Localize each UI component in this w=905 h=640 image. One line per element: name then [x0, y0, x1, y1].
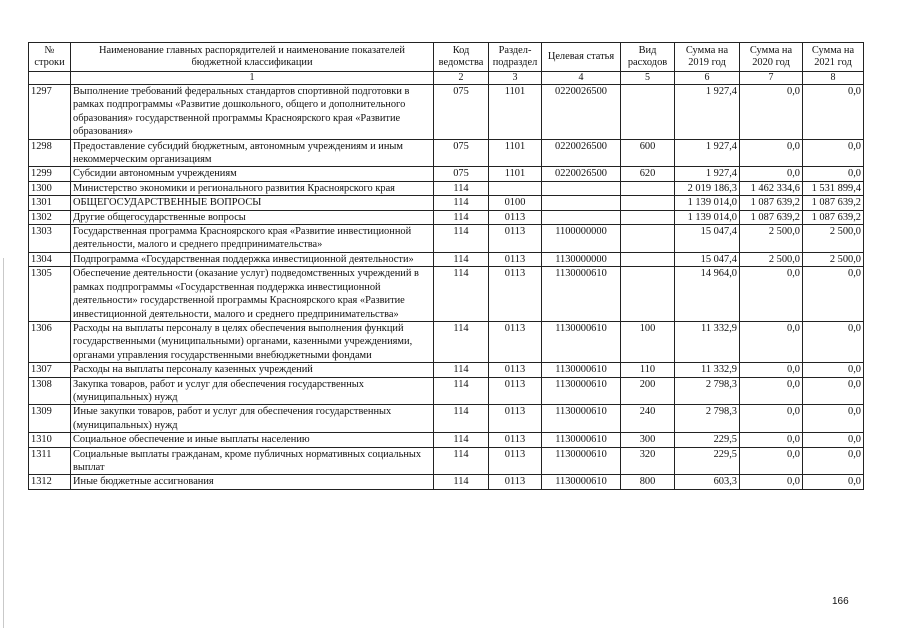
- sum-2020-cell: 0,0: [740, 475, 803, 489]
- table-row: [29, 267, 864, 322]
- header-sum-2019: Сумма на 2019 год: [675, 43, 740, 72]
- target-item-cell: [542, 196, 621, 210]
- target-item-cell: 1130000610: [542, 377, 621, 405]
- row-number-cell: 1297: [29, 85, 71, 140]
- table-row: [29, 433, 864, 447]
- table-row: [29, 181, 864, 195]
- section-cell: 0113: [489, 447, 542, 475]
- header-name: Наименование главных распорядителей и наименование показателей бюджетной классификации: [71, 43, 434, 72]
- sum-2019-cell: 14 964,0: [675, 267, 740, 322]
- table-row: [29, 252, 864, 266]
- table-row: [29, 377, 864, 405]
- sum-2020-cell: 0,0: [740, 139, 803, 167]
- expense-kind-cell: 100: [621, 321, 675, 362]
- row-number-cell: 1310: [29, 433, 71, 447]
- table-row: [29, 363, 864, 377]
- department-code-cell: 114: [434, 405, 489, 433]
- sum-2021-cell: 0,0: [803, 405, 864, 433]
- sum-2021-cell: 1 087 639,2: [803, 196, 864, 210]
- target-item-cell: 1130000610: [542, 267, 621, 322]
- department-code-cell: 075: [434, 85, 489, 140]
- sum-2020-cell: 0,0: [740, 167, 803, 181]
- expense-kind-cell: 800: [621, 475, 675, 489]
- sum-2019-cell: 229,5: [675, 433, 740, 447]
- sum-2021-cell: 2 500,0: [803, 252, 864, 266]
- expense-kind-cell: 110: [621, 363, 675, 377]
- section-cell: 0113: [489, 363, 542, 377]
- section-cell: 0100: [489, 196, 542, 210]
- row-name-cell: Государственная программа Красноярского края «Развитие инвестиционной деятельности, малого и среднего предпринимательства»: [71, 225, 434, 253]
- sum-2020-cell: 1 087 639,2: [740, 196, 803, 210]
- table-row: [29, 475, 864, 489]
- target-item-cell: 1130000610: [542, 475, 621, 489]
- row-name-cell: Предоставление субсидий бюджетным, автономным учреждениям и иным некоммерческим организациям: [71, 139, 434, 167]
- row-name-cell: Расходы на выплаты персоналу казенных учреждений: [71, 363, 434, 377]
- table-body: [29, 85, 864, 490]
- row-name-cell: Иные закупки товаров, работ и услуг для обеспечения государственных (муниципальных) нужд: [71, 405, 434, 433]
- sum-2021-cell: 0,0: [803, 433, 864, 447]
- section-cell: 0113: [489, 377, 542, 405]
- target-item-cell: 1130000610: [542, 433, 621, 447]
- column-number: 5: [621, 72, 675, 85]
- row-number-cell: 1307: [29, 363, 71, 377]
- expense-kind-cell: 620: [621, 167, 675, 181]
- expense-kind-cell: 320: [621, 447, 675, 475]
- row-name-cell: Субсидии автономным учреждениям: [71, 167, 434, 181]
- department-code-cell: 114: [434, 363, 489, 377]
- row-name-cell: ОБЩЕГОСУДАРСТВЕННЫЕ ВОПРОСЫ: [71, 196, 434, 210]
- sum-2019-cell: 11 332,9: [675, 321, 740, 362]
- page-number: 166: [832, 596, 849, 607]
- sum-2020-cell: 0,0: [740, 447, 803, 475]
- section-cell: 0113: [489, 225, 542, 253]
- sum-2019-cell: 15 047,4: [675, 225, 740, 253]
- target-item-cell: 1130000610: [542, 405, 621, 433]
- sum-2020-cell: 0,0: [740, 405, 803, 433]
- sum-2019-cell: 1 139 014,0: [675, 196, 740, 210]
- sum-2019-cell: 2 798,3: [675, 405, 740, 433]
- expense-kind-cell: [621, 85, 675, 140]
- sum-2019-cell: 1 139 014,0: [675, 210, 740, 224]
- table-header-row: [29, 43, 864, 72]
- header-sum-2020: Сумма на 2020 год: [740, 43, 803, 72]
- department-code-cell: 075: [434, 167, 489, 181]
- section-cell: 0113: [489, 210, 542, 224]
- target-item-cell: 0220026500: [542, 85, 621, 140]
- row-number-cell: 1309: [29, 405, 71, 433]
- department-code-cell: 114: [434, 252, 489, 266]
- scan-edge-line: [3, 258, 4, 628]
- sum-2020-cell: 2 500,0: [740, 252, 803, 266]
- section-cell: 1101: [489, 85, 542, 140]
- sum-2021-cell: 1 531 899,4: [803, 181, 864, 195]
- department-code-cell: 075: [434, 139, 489, 167]
- row-name-cell: Подпрограмма «Государственная поддержка инвестиционной деятельности»: [71, 252, 434, 266]
- header-department-code: Код ведомства: [434, 43, 489, 72]
- sum-2019-cell: 229,5: [675, 447, 740, 475]
- expense-kind-cell: 200: [621, 377, 675, 405]
- target-item-cell: 1130000610: [542, 363, 621, 377]
- expense-kind-cell: [621, 196, 675, 210]
- section-cell: 1101: [489, 167, 542, 181]
- budget-table: [28, 42, 864, 490]
- header-sum-2021: Сумма на 2021 год: [803, 43, 864, 72]
- table-row: [29, 210, 864, 224]
- department-code-cell: 114: [434, 321, 489, 362]
- sum-2020-cell: 0,0: [740, 363, 803, 377]
- row-number-cell: 1302: [29, 210, 71, 224]
- expense-kind-cell: [621, 252, 675, 266]
- row-name-cell: Социальное обеспечение и иные выплаты населению: [71, 433, 434, 447]
- row-number-cell: 1298: [29, 139, 71, 167]
- sum-2020-cell: 0,0: [740, 267, 803, 322]
- row-number-cell: 1305: [29, 267, 71, 322]
- column-number: 3: [489, 72, 542, 85]
- column-number: 8: [803, 72, 864, 85]
- target-item-cell: 1130000610: [542, 321, 621, 362]
- sum-2021-cell: 0,0: [803, 85, 864, 140]
- sum-2021-cell: 0,0: [803, 321, 864, 362]
- section-cell: 0113: [489, 475, 542, 489]
- sum-2020-cell: 0,0: [740, 433, 803, 447]
- sum-2019-cell: 2 019 186,3: [675, 181, 740, 195]
- header-target-item: Целевая статья: [542, 43, 621, 72]
- column-number: 2: [434, 72, 489, 85]
- section-cell: 0113: [489, 267, 542, 322]
- sum-2020-cell: 1 462 334,6: [740, 181, 803, 195]
- column-number-1-spacer: [29, 72, 71, 85]
- target-item-cell: 1130000000: [542, 252, 621, 266]
- column-number: 1: [71, 72, 434, 85]
- row-number-cell: 1308: [29, 377, 71, 405]
- target-item-cell: [542, 210, 621, 224]
- sum-2019-cell: 2 798,3: [675, 377, 740, 405]
- sum-2021-cell: 0,0: [803, 447, 864, 475]
- section-cell: 0113: [489, 433, 542, 447]
- department-code-cell: 114: [434, 181, 489, 195]
- row-number-cell: 1304: [29, 252, 71, 266]
- row-name-cell: Обеспечение деятельности (оказание услуг) подведомственных учреждений в рамках подпрограммы «Государственная поддержка инвестиционной деятельности» государственной программы Красноярского края «Развитие инвестиционной деятельности, малого и среднего предпринимательства»: [71, 267, 434, 322]
- sum-2021-cell: 1 087 639,2: [803, 210, 864, 224]
- row-number-cell: 1306: [29, 321, 71, 362]
- table-row: [29, 196, 864, 210]
- target-item-cell: 1130000610: [542, 447, 621, 475]
- sum-2021-cell: 0,0: [803, 377, 864, 405]
- target-item-cell: 0220026500: [542, 167, 621, 181]
- row-number-cell: 1301: [29, 196, 71, 210]
- sum-2021-cell: 0,0: [803, 139, 864, 167]
- target-item-cell: 0220026500: [542, 139, 621, 167]
- row-name-cell: Расходы на выплаты персоналу в целях обеспечения выполнения функций государственными (муниципальными) органами, казенными учреждениями, органами управления государственными внебюджетными фондами: [71, 321, 434, 362]
- table-row: [29, 321, 864, 362]
- section-cell: 1101: [489, 139, 542, 167]
- department-code-cell: 114: [434, 447, 489, 475]
- department-code-cell: 114: [434, 377, 489, 405]
- row-number-cell: 1300: [29, 181, 71, 195]
- sum-2019-cell: 1 927,4: [675, 139, 740, 167]
- row-name-cell: Другие общегосударственные вопросы: [71, 210, 434, 224]
- expense-kind-cell: 600: [621, 139, 675, 167]
- target-item-cell: 1100000000: [542, 225, 621, 253]
- table-row: [29, 447, 864, 475]
- sum-2020-cell: 1 087 639,2: [740, 210, 803, 224]
- row-name-cell: Министерство экономики и регионального развития Красноярского края: [71, 181, 434, 195]
- table-row: [29, 405, 864, 433]
- expense-kind-cell: 300: [621, 433, 675, 447]
- column-number: 7: [740, 72, 803, 85]
- section-cell: 0113: [489, 321, 542, 362]
- expense-kind-cell: [621, 210, 675, 224]
- department-code-cell: 114: [434, 267, 489, 322]
- header-section: Раздел-подраздел: [489, 43, 542, 72]
- table-row: [29, 139, 864, 167]
- sum-2021-cell: 0,0: [803, 267, 864, 322]
- department-code-cell: 114: [434, 196, 489, 210]
- department-code-cell: 114: [434, 475, 489, 489]
- sum-2019-cell: 1 927,4: [675, 85, 740, 140]
- sum-2019-cell: 15 047,4: [675, 252, 740, 266]
- table-row: [29, 167, 864, 181]
- sum-2020-cell: 2 500,0: [740, 225, 803, 253]
- sum-2021-cell: 0,0: [803, 363, 864, 377]
- table-row: [29, 85, 864, 140]
- sum-2021-cell: 0,0: [803, 475, 864, 489]
- column-number: 6: [675, 72, 740, 85]
- row-name-cell: Выполнение требований федеральных стандартов спортивной подготовки в рамках подпрограммы «Развитие дошкольного, общего и дополнительного образования» государственной программы Красноярского края «Развитие образования»: [71, 85, 434, 140]
- column-number: 4: [542, 72, 621, 85]
- header-row-number: № строки: [29, 43, 71, 72]
- expense-kind-cell: [621, 181, 675, 195]
- sum-2019-cell: 11 332,9: [675, 363, 740, 377]
- row-number-cell: 1311: [29, 447, 71, 475]
- section-cell: [489, 181, 542, 195]
- row-number-cell: 1303: [29, 225, 71, 253]
- sum-2020-cell: 0,0: [740, 321, 803, 362]
- row-name-cell: Иные бюджетные ассигнования: [71, 475, 434, 489]
- expense-kind-cell: [621, 267, 675, 322]
- expense-kind-cell: 240: [621, 405, 675, 433]
- row-number-cell: 1299: [29, 167, 71, 181]
- section-cell: 0113: [489, 252, 542, 266]
- table-row: [29, 225, 864, 253]
- expense-kind-cell: [621, 225, 675, 253]
- department-code-cell: 114: [434, 225, 489, 253]
- target-item-cell: [542, 181, 621, 195]
- row-name-cell: Закупка товаров, работ и услуг для обеспечения государственных (муниципальных) нужд: [71, 377, 434, 405]
- sum-2019-cell: 603,3: [675, 475, 740, 489]
- sum-2020-cell: 0,0: [740, 377, 803, 405]
- department-code-cell: 114: [434, 433, 489, 447]
- sum-2021-cell: 0,0: [803, 167, 864, 181]
- department-code-cell: 114: [434, 210, 489, 224]
- header-expense-kind: Вид расходов: [621, 43, 675, 72]
- sum-2019-cell: 1 927,4: [675, 167, 740, 181]
- row-name-cell: Социальные выплаты гражданам, кроме публичных нормативных социальных выплат: [71, 447, 434, 475]
- sum-2020-cell: 0,0: [740, 85, 803, 140]
- sum-2021-cell: 2 500,0: [803, 225, 864, 253]
- row-number-cell: 1312: [29, 475, 71, 489]
- section-cell: 0113: [489, 405, 542, 433]
- column-number-row: [29, 72, 864, 85]
